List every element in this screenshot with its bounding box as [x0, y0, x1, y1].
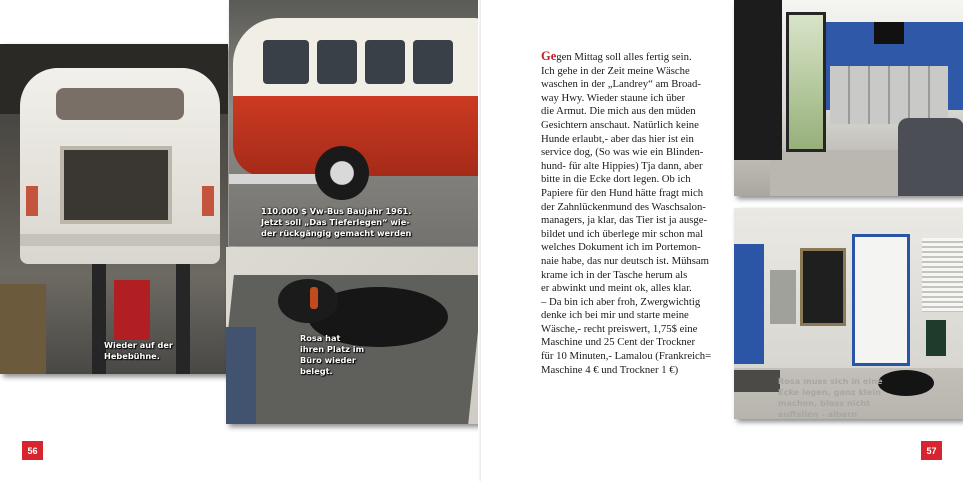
photo-laundromat — [734, 0, 963, 196]
body-line: er abwinkt und meint ok, alles klar. — [541, 282, 692, 295]
caption-line: Ecke legen, ganz klein — [778, 387, 881, 397]
vw-bus-side — [233, 18, 482, 182]
body-line: hund- für alte Hippies) Tja dann, aber — [541, 159, 703, 172]
change-machine — [770, 270, 796, 324]
body-line: bitte in die Ecke dort legen. Ob ich — [541, 173, 691, 186]
caption-bus — [261, 206, 411, 239]
caption-line: machen, bloss nicht — [778, 398, 871, 408]
bus-window — [263, 40, 309, 84]
body-line: Gesichtern anschaut. Natürlich keine — [541, 118, 699, 131]
red-toolbox — [114, 280, 150, 340]
blue-cabinet — [734, 244, 764, 364]
photo-dog-on-mat — [226, 247, 481, 424]
body-line: Maschine und 25 Cent der Trockner — [541, 336, 696, 349]
body-line: Wäsche,- recht preiswert, 1,75$ eine — [541, 322, 698, 335]
office-chair — [926, 320, 946, 356]
vending-machine — [734, 0, 782, 160]
caption-line: Jetzt soll „Das Tieferlegen“ wie- — [261, 217, 410, 227]
dog-lying — [878, 370, 934, 396]
bus-tail-light-right — [202, 186, 214, 216]
photo-bus-on-lift — [0, 44, 228, 374]
photo-laundromat-office — [734, 208, 963, 419]
body-line: managers, ja klar, das Tier ist ja ausge- — [541, 214, 708, 227]
caption-dog — [300, 333, 364, 377]
body-line: der Zahnlückenmund des Waschsalon- — [541, 200, 706, 213]
body-first-line — [541, 50, 731, 65]
left-page — [0, 0, 481, 481]
body-line: service dog, (So was wie ein Blinden- — [541, 146, 704, 159]
page-number-right: 57 — [921, 441, 942, 460]
body-text — [541, 50, 731, 377]
bus-rear-window — [56, 88, 184, 120]
caption-line: Rosa hat — [300, 333, 341, 343]
office-door — [852, 234, 910, 366]
bus-engine-bay — [60, 146, 172, 224]
dog-head — [278, 279, 338, 323]
window-blinds — [922, 238, 963, 312]
drinks-machine — [786, 12, 826, 152]
caption-line: Büro wieder — [300, 355, 356, 365]
page-number-left: 56 — [22, 441, 43, 460]
body-line: waschen in der „Landrey“ am Broad- — [541, 78, 701, 91]
caption-line: der rückgängig gemacht werden — [261, 228, 412, 238]
caption-line: 110.000 $ Vw-Bus Baujahr 1961. — [261, 206, 412, 216]
person-leg — [226, 327, 256, 424]
caption-line: belegt. — [300, 366, 333, 376]
bus-front-bumper — [229, 174, 321, 184]
caption-line: Rosa muss sich in eine — [778, 376, 883, 386]
body-line: für 10 Minuten,- Lamalou (Frankreich= — [541, 350, 712, 363]
bus-tail-light-left — [26, 186, 38, 216]
vw-bus-rear — [20, 68, 220, 264]
body-line: krame ich in der Tasche herum als — [541, 268, 688, 281]
body-line: Hunde erlaubt,- aber das hier ist ein — [541, 132, 694, 145]
lift-post-right — [176, 264, 190, 374]
body-line: – Da bin ich aber froh, Zwergwichtig — [541, 295, 701, 308]
caption-line: ihren Platz im — [300, 344, 365, 354]
body-line: Papiere für den Hund hätte fragt mich — [541, 186, 704, 199]
caption-line: Wieder auf der — [104, 340, 173, 350]
first-line-text: gen Mittag soll alles fertig sein. — [556, 51, 692, 63]
photo-red-white-bus — [229, 0, 482, 246]
floor-mat — [734, 370, 780, 392]
body-line: Ich gehe in der Zeit meine Wäsche — [541, 64, 690, 77]
dog-collar — [310, 287, 318, 309]
body-line: denke ich bei mir und starte meine — [541, 309, 689, 322]
body-line: way Hwy. Wieder staune ich über — [541, 91, 686, 104]
bus-window — [413, 40, 453, 84]
bus-window — [365, 40, 405, 84]
bus-window — [317, 40, 357, 84]
body-line: die Armut. Die mich aus den müden — [541, 105, 696, 118]
wall-tv — [874, 22, 904, 44]
caption-line: auffallen - albern — [778, 409, 858, 419]
trash-bin — [898, 118, 963, 196]
body-line: welches Dokument ich im Portemon- — [541, 241, 701, 254]
washing-machines — [830, 66, 948, 124]
body-line: bildet und ich überlege mir schon mal — [541, 227, 704, 240]
bus-bumper — [20, 234, 220, 246]
garage-shelf — [0, 284, 46, 374]
caption-office — [778, 376, 883, 419]
caption-lift — [104, 340, 173, 362]
chalkboard — [800, 248, 846, 326]
drop-cap: Ge — [541, 49, 557, 63]
bus-wheel — [315, 146, 369, 200]
caption-line: Hebebühne. — [104, 351, 160, 361]
body-line: Maschine 4 € und Trockner 1 €) — [541, 363, 679, 376]
body-line: naie habe, das nur deutsch ist. Mühsam — [541, 254, 709, 267]
